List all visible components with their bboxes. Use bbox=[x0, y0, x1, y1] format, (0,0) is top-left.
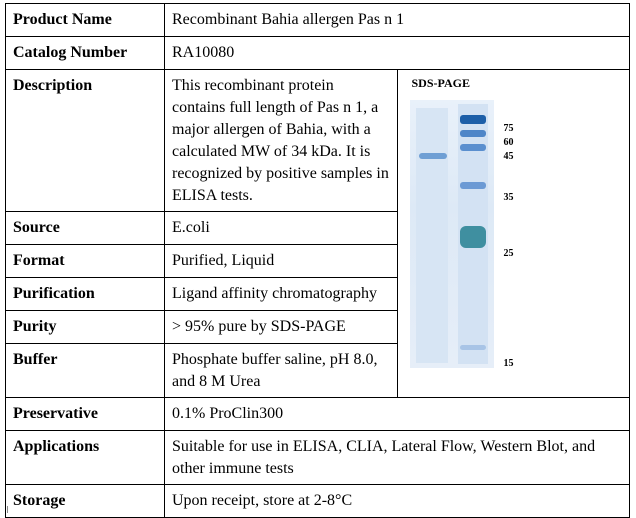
gel-image bbox=[410, 100, 494, 368]
label-applications: Applications bbox=[6, 431, 165, 485]
ladder-band-15 bbox=[460, 345, 486, 350]
sds-page-figure bbox=[397, 70, 630, 398]
label-storage: Storage bbox=[6, 485, 165, 518]
row-catalog-number bbox=[6, 37, 630, 70]
ladder-band-45 bbox=[460, 144, 486, 151]
label-product-name: Product Name bbox=[6, 4, 165, 37]
sample-band bbox=[419, 153, 447, 159]
row-description bbox=[6, 70, 630, 212]
label-description: Description bbox=[6, 70, 165, 212]
mw-marker-label: 75 bbox=[503, 123, 514, 134]
value-product-name: Recombinant Bahia allergen Pas n 1 bbox=[165, 4, 630, 37]
ladder-band-25 bbox=[460, 226, 486, 248]
value-description: This recombinant protein contains full length of Pas n 1, a major allergen of Bahia, with a calculated MW of 34 kDa. It is recognized by positive samples in ELISA tests. bbox=[165, 70, 398, 212]
label-format: Format bbox=[6, 245, 165, 278]
value-source: E.coli bbox=[165, 212, 398, 245]
sample-lane bbox=[416, 108, 448, 363]
value-format: Purified, Liquid bbox=[165, 245, 398, 278]
page-edge-mark bbox=[7, 506, 8, 513]
row-product-name bbox=[6, 4, 630, 37]
product-spec-table bbox=[5, 3, 630, 518]
value-purity: > 95% pure by SDS-PAGE bbox=[165, 311, 398, 344]
mw-marker-label: 45 bbox=[503, 151, 514, 162]
mw-marker-label: 25 bbox=[503, 248, 514, 259]
value-applications: Suitable for use in ELISA, CLIA, Lateral Flow, Western Blot, and other immune tests bbox=[165, 431, 630, 485]
value-storage: Upon receipt, store at 2-8°C bbox=[165, 485, 630, 518]
value-preservative: 0.1% ProClin300 bbox=[165, 398, 630, 431]
mw-marker-label: 15 bbox=[503, 358, 514, 369]
ladder-band-35 bbox=[460, 182, 486, 189]
mw-marker-label: 35 bbox=[503, 192, 514, 203]
label-buffer: Buffer bbox=[6, 344, 165, 398]
label-purification: Purification bbox=[6, 278, 165, 311]
ladder-band-75 bbox=[460, 115, 486, 124]
mw-marker-label: 60 bbox=[503, 137, 514, 148]
label-purity: Purity bbox=[6, 311, 165, 344]
value-catalog-number: RA10080 bbox=[165, 37, 630, 70]
row-preservative bbox=[6, 398, 630, 431]
ladder-band-60 bbox=[460, 130, 486, 137]
row-applications bbox=[6, 431, 630, 485]
value-buffer: Phosphate buffer saline, pH 8.0, and 8 M Urea bbox=[165, 344, 398, 398]
label-source: Source bbox=[6, 212, 165, 245]
label-preservative: Preservative bbox=[6, 398, 165, 431]
label-catalog-number: Catalog Number bbox=[6, 37, 165, 70]
gel-title: SDS-PAGE bbox=[411, 76, 470, 90]
value-purification: Ligand affinity chromatography bbox=[165, 278, 398, 311]
